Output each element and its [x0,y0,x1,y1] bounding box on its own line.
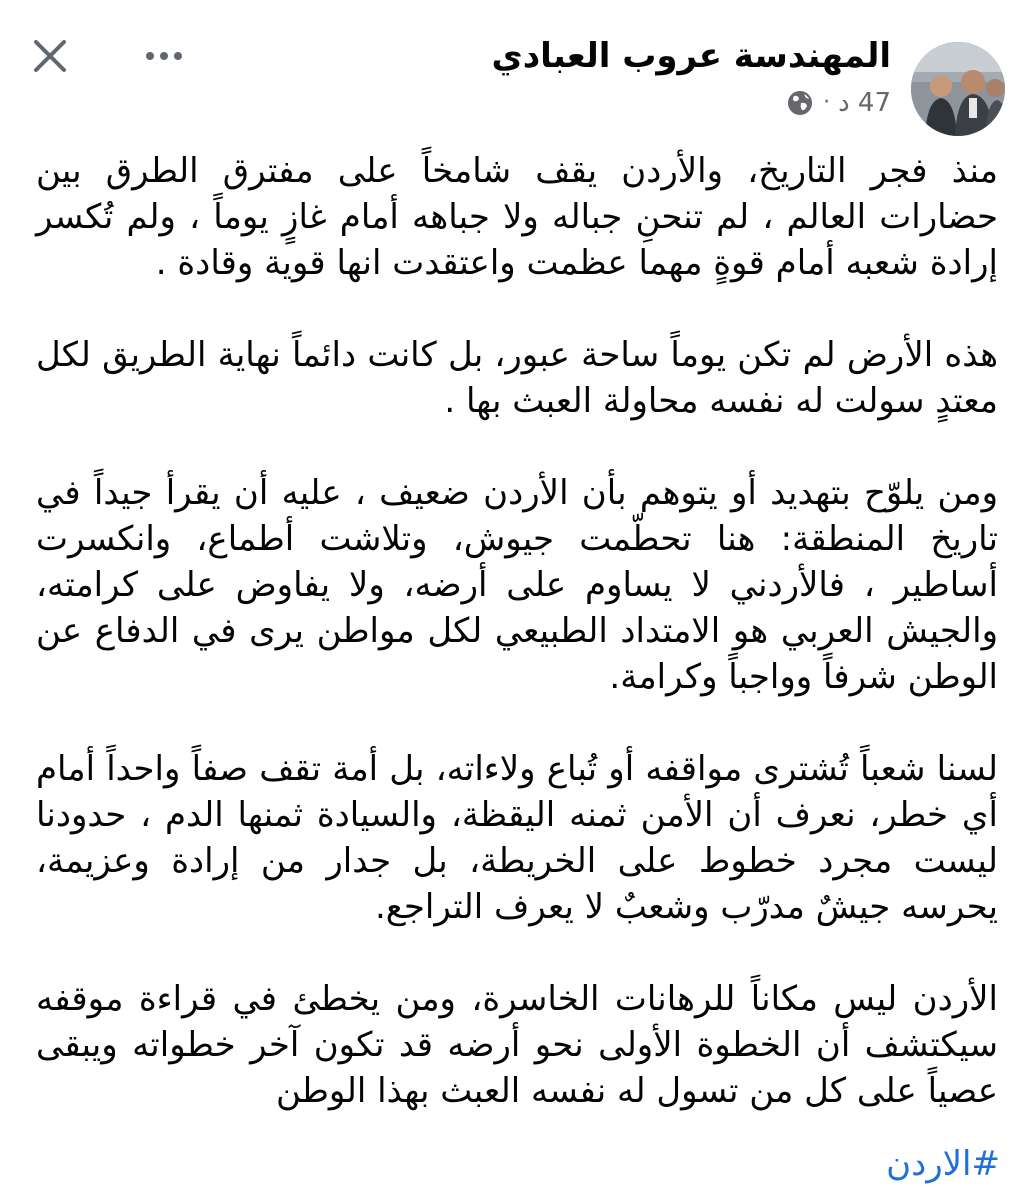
globe-icon [785,88,815,118]
post-time[interactable]: 47 د [838,88,891,118]
post-paragraph: لسنا شعباً تُشترى مواقفه أو تُباع ولاءاته، بل أمة تقف صفاً واحداً أمام أي خطر، نعرف أن الأمن ثمنه اليقظة، والسيادة ثمنها الدم ، حدودنا ليست مجرد خطوط على الخريطة، بل جدار من إرادة وعزيمة، يحرسه جيشٌ مدرّب وشعبٌ لا يعرف التراجع. [36,749,998,927]
post-header [0,0,1033,140]
post-paragraph: منذ فجر التاريخ، والأردن يقف شامخاً على مفترق الطرق بين حضارات العالم ، لم تنحنِ جباله ولا جباهه أمام غازٍ يوماً ، ولم تُكسر إرادة شعبه أمام قوةٍ مهما عظمت واعتقدت انها قوية وقادة . [36,151,998,283]
post-paragraph: ومن يلوّح بتهديد أو يتوهم بأن الأردن ضعيف ، عليه أن يقرأ جيداً في تاريخ المنطقة: هنا تحطّمت جيوش، وتلاشت أطماع، وانكسرت أساطير ، فالأردني لا يساوم على أرضه، ولا يفاوض على كرامته، والجيش العربي هو الامتداد الطبيعي لكل مواطن يرى في الدفاع عن الوطن شرفاً وواجباً وكرامة. [36,473,998,697]
more-horizontal-icon[interactable] [142,36,186,76]
close-icon[interactable] [30,36,70,76]
author-name[interactable]: المهندسة عروب العبادي [491,36,891,76]
avatar-photo [911,42,1005,136]
avatar[interactable] [911,42,1005,136]
post-paragraph: الأردن ليس مكاناً للرهانات الخاسرة، ومن يخطئ في قراءة موقفه سيكتشف أن الخطوة الأولى نحو أرضه قد تكون آخر خطواته ويبقى عصياً على كل من تسول له نفسه العبث بهذا الوطن [36,979,998,1111]
post-body [36,148,998,1160]
meta-separator: · [823,90,831,115]
hashtag-link[interactable]: #الاردن [886,1144,1000,1184]
post-meta [785,86,891,120]
post-paragraph: هذه الأرض لم تكن يوماً ساحة عبور، بل كانت دائماً نهاية الطريق لكل معتدٍ سولت له نفسه محاولة العبث بها . [36,335,998,421]
header-actions [30,36,186,76]
